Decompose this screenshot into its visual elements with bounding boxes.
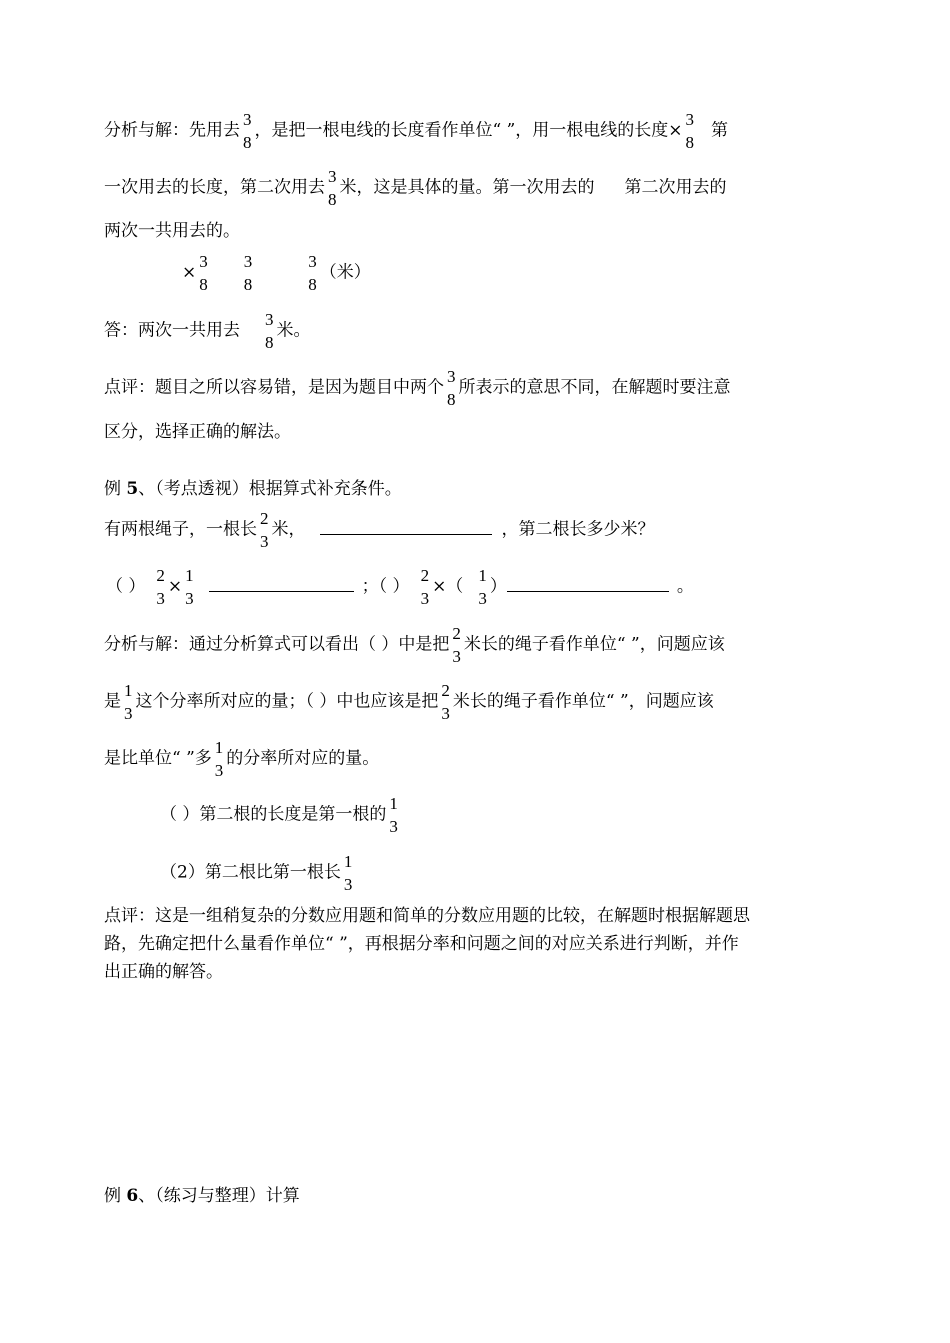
text: 这个分率所对应的量；（ ）中也应该是把 bbox=[135, 691, 439, 712]
answer-blank[interactable] bbox=[209, 577, 354, 592]
numerator: 3 bbox=[199, 252, 208, 271]
text: 第 bbox=[711, 120, 729, 141]
text: 是比单位“ ”多 bbox=[104, 748, 212, 769]
fraction bbox=[440, 681, 451, 723]
text: 所表示的意思不同，在解题时要注意 bbox=[458, 377, 731, 398]
fraction bbox=[451, 624, 462, 666]
times-sign: × bbox=[182, 262, 197, 283]
unit: （米） bbox=[319, 262, 371, 283]
analysis-line-3 bbox=[104, 220, 240, 242]
denominator: 8 bbox=[447, 390, 456, 409]
numerator: 2 bbox=[156, 566, 165, 585]
fraction bbox=[685, 110, 696, 152]
numerator: 2 bbox=[420, 566, 430, 585]
text: 区分，选择正确的解法。 bbox=[104, 422, 291, 442]
fraction bbox=[242, 110, 253, 152]
numerator: 1 bbox=[389, 794, 398, 813]
analysis-5-line-1 bbox=[104, 624, 725, 666]
text: ×（ bbox=[432, 576, 464, 597]
formula-line bbox=[106, 566, 694, 608]
text: 例 bbox=[104, 479, 127, 499]
numerator: 3 bbox=[243, 252, 253, 271]
denominator: 3 bbox=[452, 647, 461, 666]
comment-2-line-3 bbox=[104, 961, 223, 983]
text: 路，先确定把什么量看作单位“ ”，再根据分率和问题之间的对应关系进行判断，并作 bbox=[104, 934, 739, 954]
text: ；（ ） bbox=[361, 576, 410, 597]
fraction bbox=[198, 252, 209, 294]
denominator: 3 bbox=[420, 589, 430, 608]
comment-2-line-1 bbox=[104, 905, 750, 927]
calculation-line bbox=[182, 252, 371, 294]
text: （ ）第二根的长度是第一根的 bbox=[160, 804, 387, 825]
text: 的分率所对应的量。 bbox=[226, 748, 380, 769]
denominator: 3 bbox=[478, 589, 487, 608]
item-2 bbox=[160, 852, 355, 894]
numerator: 1 bbox=[214, 738, 224, 757]
numerator: 3 bbox=[308, 252, 317, 271]
numerator: 1 bbox=[124, 681, 133, 700]
text: （2）第二根比第一根长 bbox=[160, 862, 341, 883]
text: 答：两次一共用去 bbox=[104, 320, 240, 341]
text: 出正确的解答。 bbox=[104, 962, 223, 982]
text: 第二次用去的 bbox=[624, 177, 727, 198]
denominator: 8 bbox=[243, 133, 252, 152]
numerator: 1 bbox=[185, 566, 194, 585]
numerator: 3 bbox=[447, 367, 456, 386]
analysis-5-line-3 bbox=[104, 738, 379, 780]
question-5 bbox=[104, 509, 655, 551]
text: 分析与解：先用去 bbox=[104, 120, 240, 141]
answer-line bbox=[104, 310, 311, 352]
text: 分析与解：通过分析算式可以看出（ ）中是把 bbox=[104, 634, 450, 655]
numerator: 3 bbox=[685, 110, 695, 129]
numerator: 2 bbox=[452, 624, 461, 643]
fraction bbox=[214, 738, 225, 780]
times-sign: × bbox=[167, 576, 183, 597]
denominator: 3 bbox=[260, 532, 269, 551]
denominator: 3 bbox=[124, 704, 133, 723]
fraction bbox=[327, 167, 338, 209]
numerator: 3 bbox=[265, 310, 274, 329]
text: 点评：题目之所以容易错，是因为题目中两个 bbox=[104, 377, 444, 398]
text: 、（练习与整理）计算 bbox=[138, 1186, 300, 1206]
text: 米。 bbox=[276, 320, 311, 341]
text: 米长的绳子看作单位“ ”，问题应该 bbox=[463, 634, 725, 655]
denominator: 8 bbox=[328, 190, 337, 209]
fraction bbox=[184, 566, 195, 608]
text: 点评：这是一组稍复杂的分数应用题和简单的分数应用题的比较，在解题时根据解题思 bbox=[104, 906, 750, 926]
fraction bbox=[123, 681, 134, 723]
denominator: 3 bbox=[389, 817, 398, 836]
denominator: 8 bbox=[308, 275, 317, 294]
text: ，第二根长多少米？ bbox=[501, 519, 655, 540]
fraction bbox=[477, 566, 488, 608]
answer-blank[interactable] bbox=[507, 577, 669, 592]
text: 一次用去的长度，第二次用去 bbox=[104, 177, 325, 198]
text: （ ） bbox=[106, 576, 146, 597]
denominator: 3 bbox=[214, 761, 224, 780]
denominator: 3 bbox=[156, 589, 165, 608]
text: 米， bbox=[271, 519, 306, 540]
text: 两次一共用去的。 bbox=[104, 221, 240, 241]
condition-blank[interactable] bbox=[320, 520, 492, 535]
fraction bbox=[243, 252, 254, 294]
fraction bbox=[446, 367, 457, 409]
analysis-line-1 bbox=[104, 110, 728, 152]
text: 米，这是具体的量。第一次用去的 bbox=[339, 177, 595, 198]
fraction bbox=[343, 852, 354, 894]
text: 例 bbox=[104, 1186, 127, 1206]
denominator: 3 bbox=[343, 875, 353, 894]
numerator: 1 bbox=[343, 852, 353, 871]
numerator: 2 bbox=[260, 509, 269, 528]
numerator: 1 bbox=[478, 566, 487, 585]
analysis-5-line-2 bbox=[104, 681, 714, 723]
text: ） bbox=[489, 576, 507, 597]
denominator: 8 bbox=[685, 133, 695, 152]
example-6-heading bbox=[104, 1185, 300, 1207]
numerator: 3 bbox=[243, 110, 252, 129]
comment-line-1 bbox=[104, 367, 731, 409]
text: 、（考点透视）根据算式补充条件。 bbox=[138, 479, 402, 499]
denominator: 3 bbox=[185, 589, 194, 608]
numerator: 3 bbox=[328, 167, 337, 186]
fraction bbox=[420, 566, 431, 608]
text: 米长的绳子看作单位“ ”，问题应该 bbox=[452, 691, 714, 712]
fraction bbox=[259, 509, 270, 551]
comment-line-2 bbox=[104, 421, 291, 443]
fraction bbox=[307, 252, 318, 294]
analysis-line-2 bbox=[104, 167, 727, 209]
denominator: 8 bbox=[265, 333, 274, 352]
fraction bbox=[155, 566, 166, 608]
item-1 bbox=[160, 794, 401, 836]
comment-2-line-2 bbox=[104, 933, 739, 955]
example-5-heading bbox=[104, 478, 402, 500]
text: 是 bbox=[104, 691, 121, 712]
denominator: 3 bbox=[441, 704, 450, 723]
fraction bbox=[264, 310, 275, 352]
text: ，是把一根电线的长度看作单位“ ”，用一根电线的长度× bbox=[254, 120, 683, 141]
example-number: 6 bbox=[126, 1186, 139, 1206]
fraction bbox=[388, 794, 399, 836]
example-number: 5 bbox=[126, 479, 139, 499]
denominator: 8 bbox=[243, 275, 253, 294]
text: 有两根绳子，一根长 bbox=[104, 519, 257, 540]
numerator: 2 bbox=[441, 681, 450, 700]
denominator: 8 bbox=[199, 275, 208, 294]
text: 。 bbox=[676, 576, 694, 597]
